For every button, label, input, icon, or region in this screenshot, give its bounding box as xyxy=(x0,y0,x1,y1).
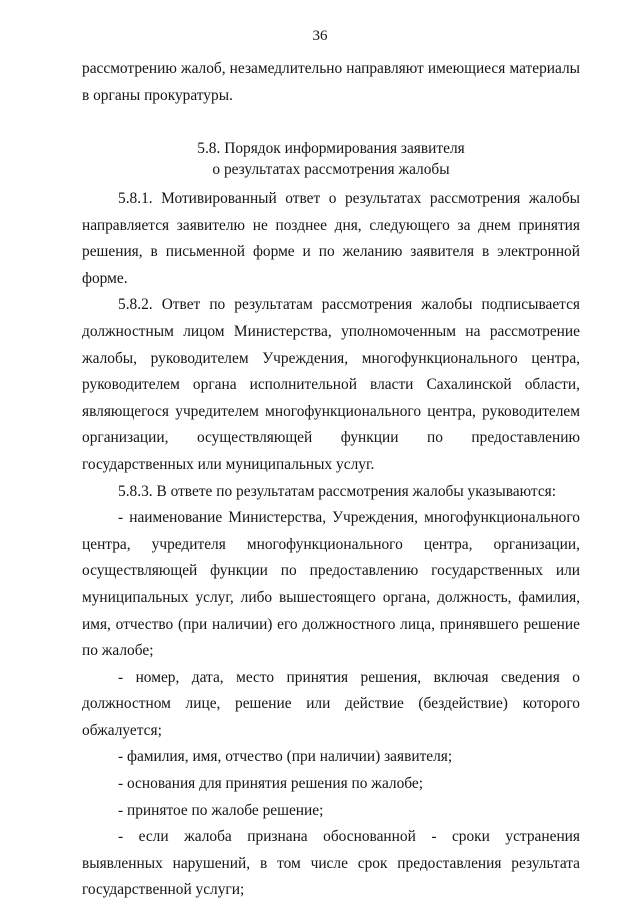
list-item: - принятое по жалобе решение; xyxy=(118,801,324,819)
list-item: - фамилия, имя, отчество (при наличии) заявителя; xyxy=(118,748,453,766)
section-title-line-1: 5.8. Порядок информирования заявителя xyxy=(197,140,465,157)
section-heading xyxy=(82,138,580,180)
list-item: - наименование Министерства, Учреждения, многофункционального центра, учредителя многофункционального центра, организации, осуществляющей функции по предоставлению государственных или муниципальных услуг, либо вышестоящего органа, должность, фамилия, имя, отчество (при наличии) его должностного лица, принявшего решение по жалобе; xyxy=(82,509,580,660)
section-body xyxy=(82,186,580,904)
paragraph-5-8-1: 5.8.1. Мотивированный ответ о результатах рассмотрения жалобы направляется заявителю не позднее дня, следующего за днем принятия решения, в письменной форме и по желанию заявителя в электронной форме. xyxy=(82,190,580,287)
continuation-block xyxy=(82,56,580,109)
page-number: 36 xyxy=(312,28,328,44)
continuation-paragraph: рассмотрению жалоб, незамедлительно направляют имеющиеся материалы в органы прокуратуры. xyxy=(82,60,580,104)
section-title-line-2: о результатах рассмотрения жалобы xyxy=(212,161,450,178)
list-item: - основания для принятия решения по жалобе; xyxy=(118,775,424,793)
paragraph-5-8-2: 5.8.2. Ответ по результатам рассмотрения жалобы подписывается должностным лицом Министерства, уполномоченным на рассмотрение жалобы, руководителем Учреждения, многофункционального центра, руководителем органа исполнительной власти Сахалинской области, являющегося учредителем многофункционального центра, руководителем организации, осуществляющей функции по предоставлению государственных или муниципальных услуг. xyxy=(82,296,580,473)
paragraph-5-8-3: 5.8.3. В ответе по результатам рассмотрения жалобы указываются: xyxy=(118,482,557,500)
list-item: - если жалоба признана обоснованной - сроки устранения выявленных нарушений, в том числе срок предоставления результата государственной услуги; xyxy=(82,828,580,899)
list-item: - номер, дата, место принятия решения, включая сведения о должностном лице, решение или действие (бездействие) которого обжалуется; xyxy=(82,668,580,739)
